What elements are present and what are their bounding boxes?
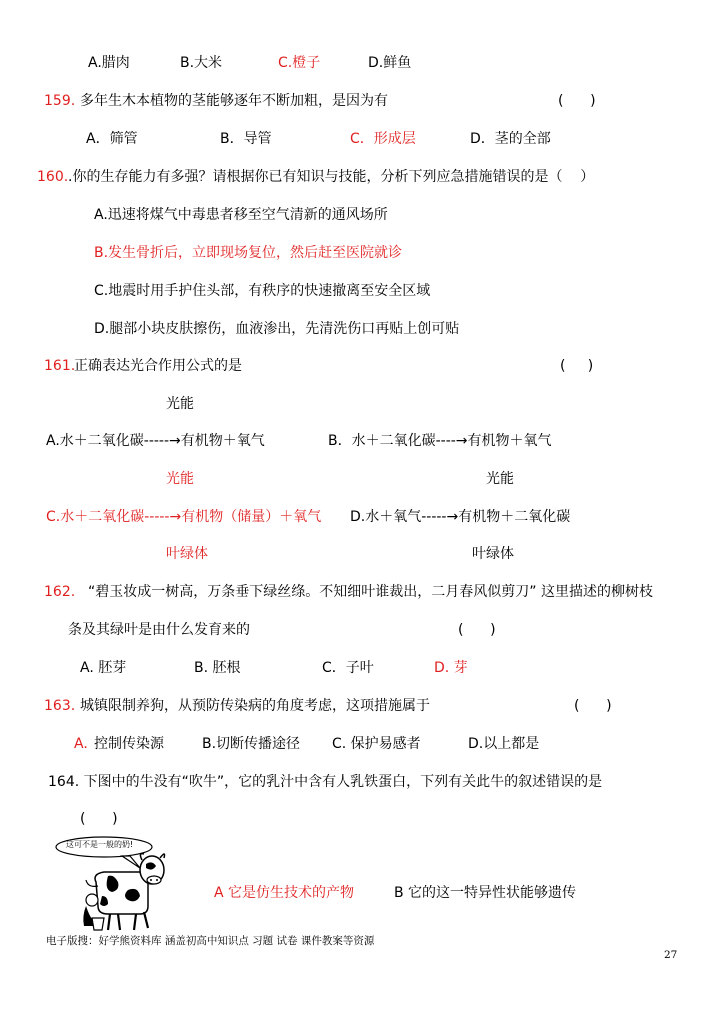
q162-answer-paren: ( ) (458, 622, 496, 638)
q160-option-b-answer: B.发生骨折后，立即现场复位，然后赶至医院就诊 (94, 245, 403, 261)
q162-stem-line1: “碧玉妆成一树高，万条垂下绿丝绦。不知细叶谁裁出，二月春风似剪刀” 这里描述的柳树枝 (88, 584, 653, 600)
q159-option-c-answer: C．形成层 (350, 131, 416, 147)
q160-stem: .你的生存能力有多强？请根据你已有知识与技能，分析下列应急措施错误的是（ ） (68, 169, 595, 185)
q162-option-b: B. 胚根 (194, 660, 241, 676)
q161-option-d: D.水＋氧气-----→有机物＋二氧化碳 (350, 509, 571, 525)
q161-number: 161. (44, 358, 76, 374)
q159-number: 159. (44, 93, 76, 109)
q163-option-d: D.以上都是 (468, 736, 540, 752)
q163-answer-paren: ( ) (574, 698, 612, 714)
q160-option-d: D.腿部小块皮肤擦伤，血液渗出，先清洗伤口再贴上创可贴 (94, 321, 460, 337)
q159-option-d: D．茎的全部 (470, 131, 551, 147)
q158-option-c-answer: C.橙子 (278, 55, 321, 71)
page-number: 27 (664, 949, 678, 961)
q161-option-c-answer: C.水＋二氧化碳-----→有机物（储量）＋氧气 (46, 509, 322, 525)
q163-option-a-letter-answer: A. (74, 736, 88, 752)
q158-option-d: D.鲜鱼 (368, 55, 412, 71)
q163-option-a-text: 控制传染源 (94, 736, 164, 752)
q164-option-b: B 它的这一特异性状能够遗传 (394, 885, 577, 901)
q164-option-a-answer: A 它是仿生技术的产物 (214, 885, 355, 901)
q161-d-chlorophyll-label: 叶绿体 (472, 546, 514, 562)
footer-resource-note: 电子版搜：好学熊资料库 涵盖初高中知识点 习题 试卷 课件教案等资源 (46, 935, 375, 947)
q164-stem: 164. 下图中的牛没有“吹牛”，它的乳汁中含有人乳铁蛋白，下列有关此牛的叙述错误的是 (48, 774, 603, 790)
q160-option-c: C.地震时用手护住头部，有秩序的快速撤离至安全区域 (94, 283, 431, 299)
q163-option-b: B.切断传播途径 (202, 736, 301, 752)
q162-option-d-answer: D. 芽 (434, 660, 468, 676)
q162-stem-line2: 条及其绿叶是由什么发育来的 (68, 622, 250, 638)
q160-number: 160. (37, 169, 69, 185)
q161-option-b: B．水＋二氧化碳----→有机物＋氧气 (328, 433, 552, 449)
q164-answer-paren: ( ) (80, 811, 118, 827)
q160-option-a: A.迅速将煤气中毒患者移至空气清新的通风场所 (94, 207, 388, 223)
q163-number: 163. (44, 698, 76, 714)
q161-stem: 正确表达光合作用公式的是 (74, 358, 242, 374)
q163-stem: 城镇限制养狗，从预防传染病的角度考虑，这项措施属于 (80, 698, 430, 714)
cow-speech-bubble-text: 这可不是一般的奶! (66, 840, 134, 849)
q161-c-energy-label: 光能 (166, 471, 194, 487)
q161-answer-paren: ( ) (560, 358, 594, 374)
q159-stem: 多年生木本植物的茎能够逐年不断加粗，是因为有 (80, 93, 388, 109)
q159-answer-paren: ( ) (558, 93, 596, 109)
cow-illustration (52, 834, 176, 934)
q161-option-a: A.水＋二氧化碳-----→有机物＋氧气 (46, 433, 265, 449)
q161-c-chlorophyll-label: 叶绿体 (166, 546, 208, 562)
q159-option-a: A．筛管 (86, 131, 138, 147)
q161-a-energy-label: 光能 (166, 396, 194, 412)
q158-option-b: B.大米 (180, 55, 223, 71)
q161-d-energy-label: 光能 (486, 471, 514, 487)
q158-option-a: A.腊肉 (88, 55, 130, 71)
q162-option-c: C．子叶 (322, 660, 374, 676)
q159-option-b: B．导管 (220, 131, 272, 147)
q162-number: 162. (44, 584, 76, 600)
q163-option-c: C. 保护易感者 (332, 736, 421, 752)
q162-option-a: A. 胚芽 (80, 660, 127, 676)
